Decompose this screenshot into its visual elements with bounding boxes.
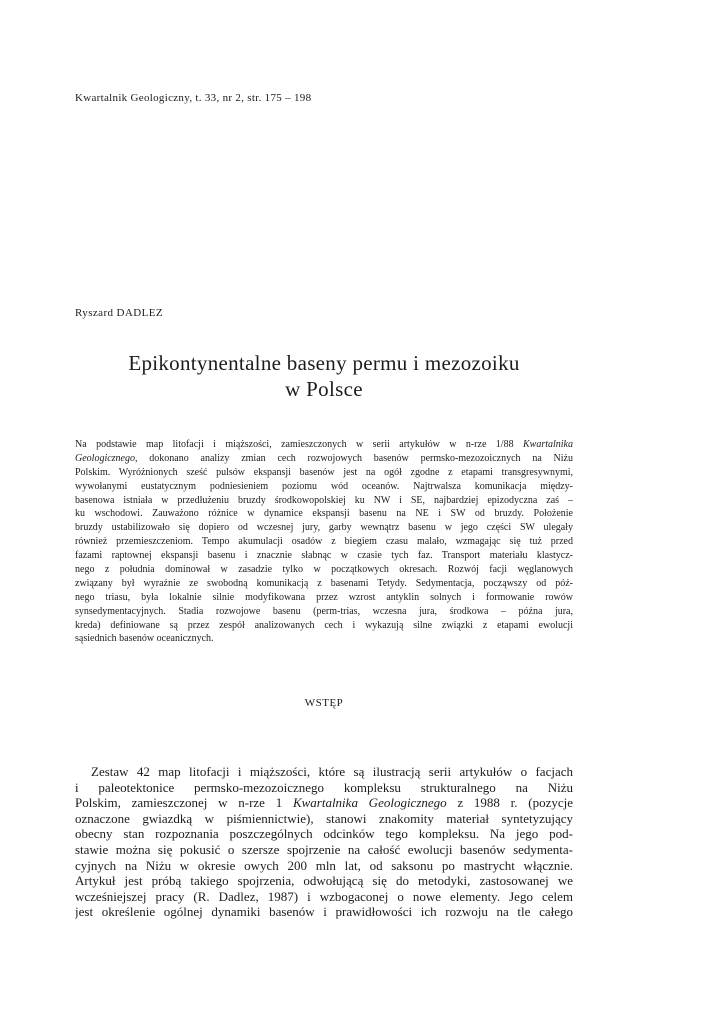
abstract bbox=[75, 438, 573, 646]
abstract-line: również przemieszczeniom. Tempo akumulacji osadów z biegiem czasu malało, wzmagając się tuż przed bbox=[75, 536, 573, 548]
abstract-line: kreda) definiowane są przez zespół analizowanych cech i wykazują silne związki z etapami ewolucji bbox=[75, 619, 573, 631]
body-line: i paleotektonice permsko-mezozoicznego kompleksu strukturalnego na Niżu bbox=[75, 779, 573, 795]
article-title-line-1: Epikontynentalne baseny permu i mezozoiku bbox=[128, 351, 520, 375]
abstract-line: ku wschodowi. Zauważono różnice w dynamice ekspansji basenu na NE i SW od bruzdy. Położenie bbox=[75, 508, 573, 520]
abstract-line: sąsiednich basenów oceanicznych. bbox=[75, 633, 214, 645]
body-line: Polskim, zamieszczonej w n-rze 1 Kwartalnika Geologicznego z 1988 r. (pozycje bbox=[75, 795, 573, 811]
body-line: Zestaw 42 map litofacji i miąższości, które są ilustracją serii artykułów o facjach bbox=[91, 764, 573, 779]
journal-citation-header: Kwartalnik Geologiczny, t. 33, nr 2, str. 175 – 198 bbox=[75, 92, 312, 104]
article-title-line-2: w Polsce bbox=[285, 377, 363, 401]
abstract-line: nego triasu, była lokalnie silnie modyfikowana przez wzrost antyklin solnych i formowanie rowów bbox=[75, 591, 573, 603]
abstract-line: synsedymentacyjnych. Stadia rozwojowe basenu (perm-trias, wczesna jura, środkowa – późna jura, bbox=[75, 605, 573, 617]
abstract-line: Na podstawie map litofacji i miąższości, zamieszczonych w serii artykułów w n-rze 1/88 Kwartalnika bbox=[75, 439, 573, 450]
article-title bbox=[75, 350, 573, 402]
abstract-line: związany był wyraźnie ze swobodną komunikacją z basenami Tetydy. Sedymentacja, począwszy od póź- bbox=[75, 577, 573, 589]
abstract-line: wywołanymi eustatycznym podniesieniem poziomu wód oceanów. Najtrwalsza komunikacja między- bbox=[75, 480, 573, 492]
abstract-line: basenowa istniała w przedłużeniu bruzdy środkowopolskiej ku NW i SE, najbardziej epizodyczna zaś – bbox=[75, 494, 573, 506]
body-line: obecny stan rozpoznania poszczególnych odcinków tego kompleksu. Na jego pod- bbox=[75, 826, 573, 842]
abstract-line: Polskim. Wyróżnionych sześć pulsów ekspansji basenów jest na ogół zgodne z etapami transgresywnymi, bbox=[75, 466, 573, 478]
body-line: wcześniejszej pracy (R. Dadlez, 1987) i wzbogaconej o nowe elementy. Jego celem bbox=[75, 888, 573, 904]
body-line: cyjnych na Niżu w okresie owych 200 mln lat, od saksonu po mastrycht włącznie. bbox=[75, 857, 573, 873]
body-text bbox=[75, 764, 573, 920]
body-line: jest określenie ogólnej dynamiki basenów i prawidłowości ich rozwoju na tle całego bbox=[75, 904, 573, 920]
body-line: Artykuł jest próbą takiego spojrzenia, odwołującą się do metodyki, zastosowanej we bbox=[75, 873, 573, 889]
section-heading: WSTĘP bbox=[304, 697, 344, 709]
abstract-line: Geologicznego, dokonano analizy zmian cech rozwojowych basenów permsko-mezozoicznych na Niżu bbox=[75, 452, 573, 464]
body-line: oznaczone gwiazdką w piśmiennictwie), stanowi znakomity materiał syntetyzujący bbox=[75, 810, 573, 826]
abstract-line: nego z południa dominował w zasadzie tylko w początkowych okresach. Rozwój facji węglanowych bbox=[75, 564, 573, 576]
author-name: Ryszard DADLEZ bbox=[75, 307, 163, 319]
abstract-line: fazami raptownej ekspansji basenu i znacznie słabnąc w czasie tych faz. Transport materiału klastycz- bbox=[75, 550, 573, 562]
body-line: stawie można się pokusić o szersze spojrzenie na całość ewolucji basenów sedymenta- bbox=[75, 841, 573, 857]
abstract-line: bruzdy ustabilizowało się dopiero od wczesnej jury, garby wewnątrz basenu w jego części SW ulegały bbox=[75, 522, 573, 534]
